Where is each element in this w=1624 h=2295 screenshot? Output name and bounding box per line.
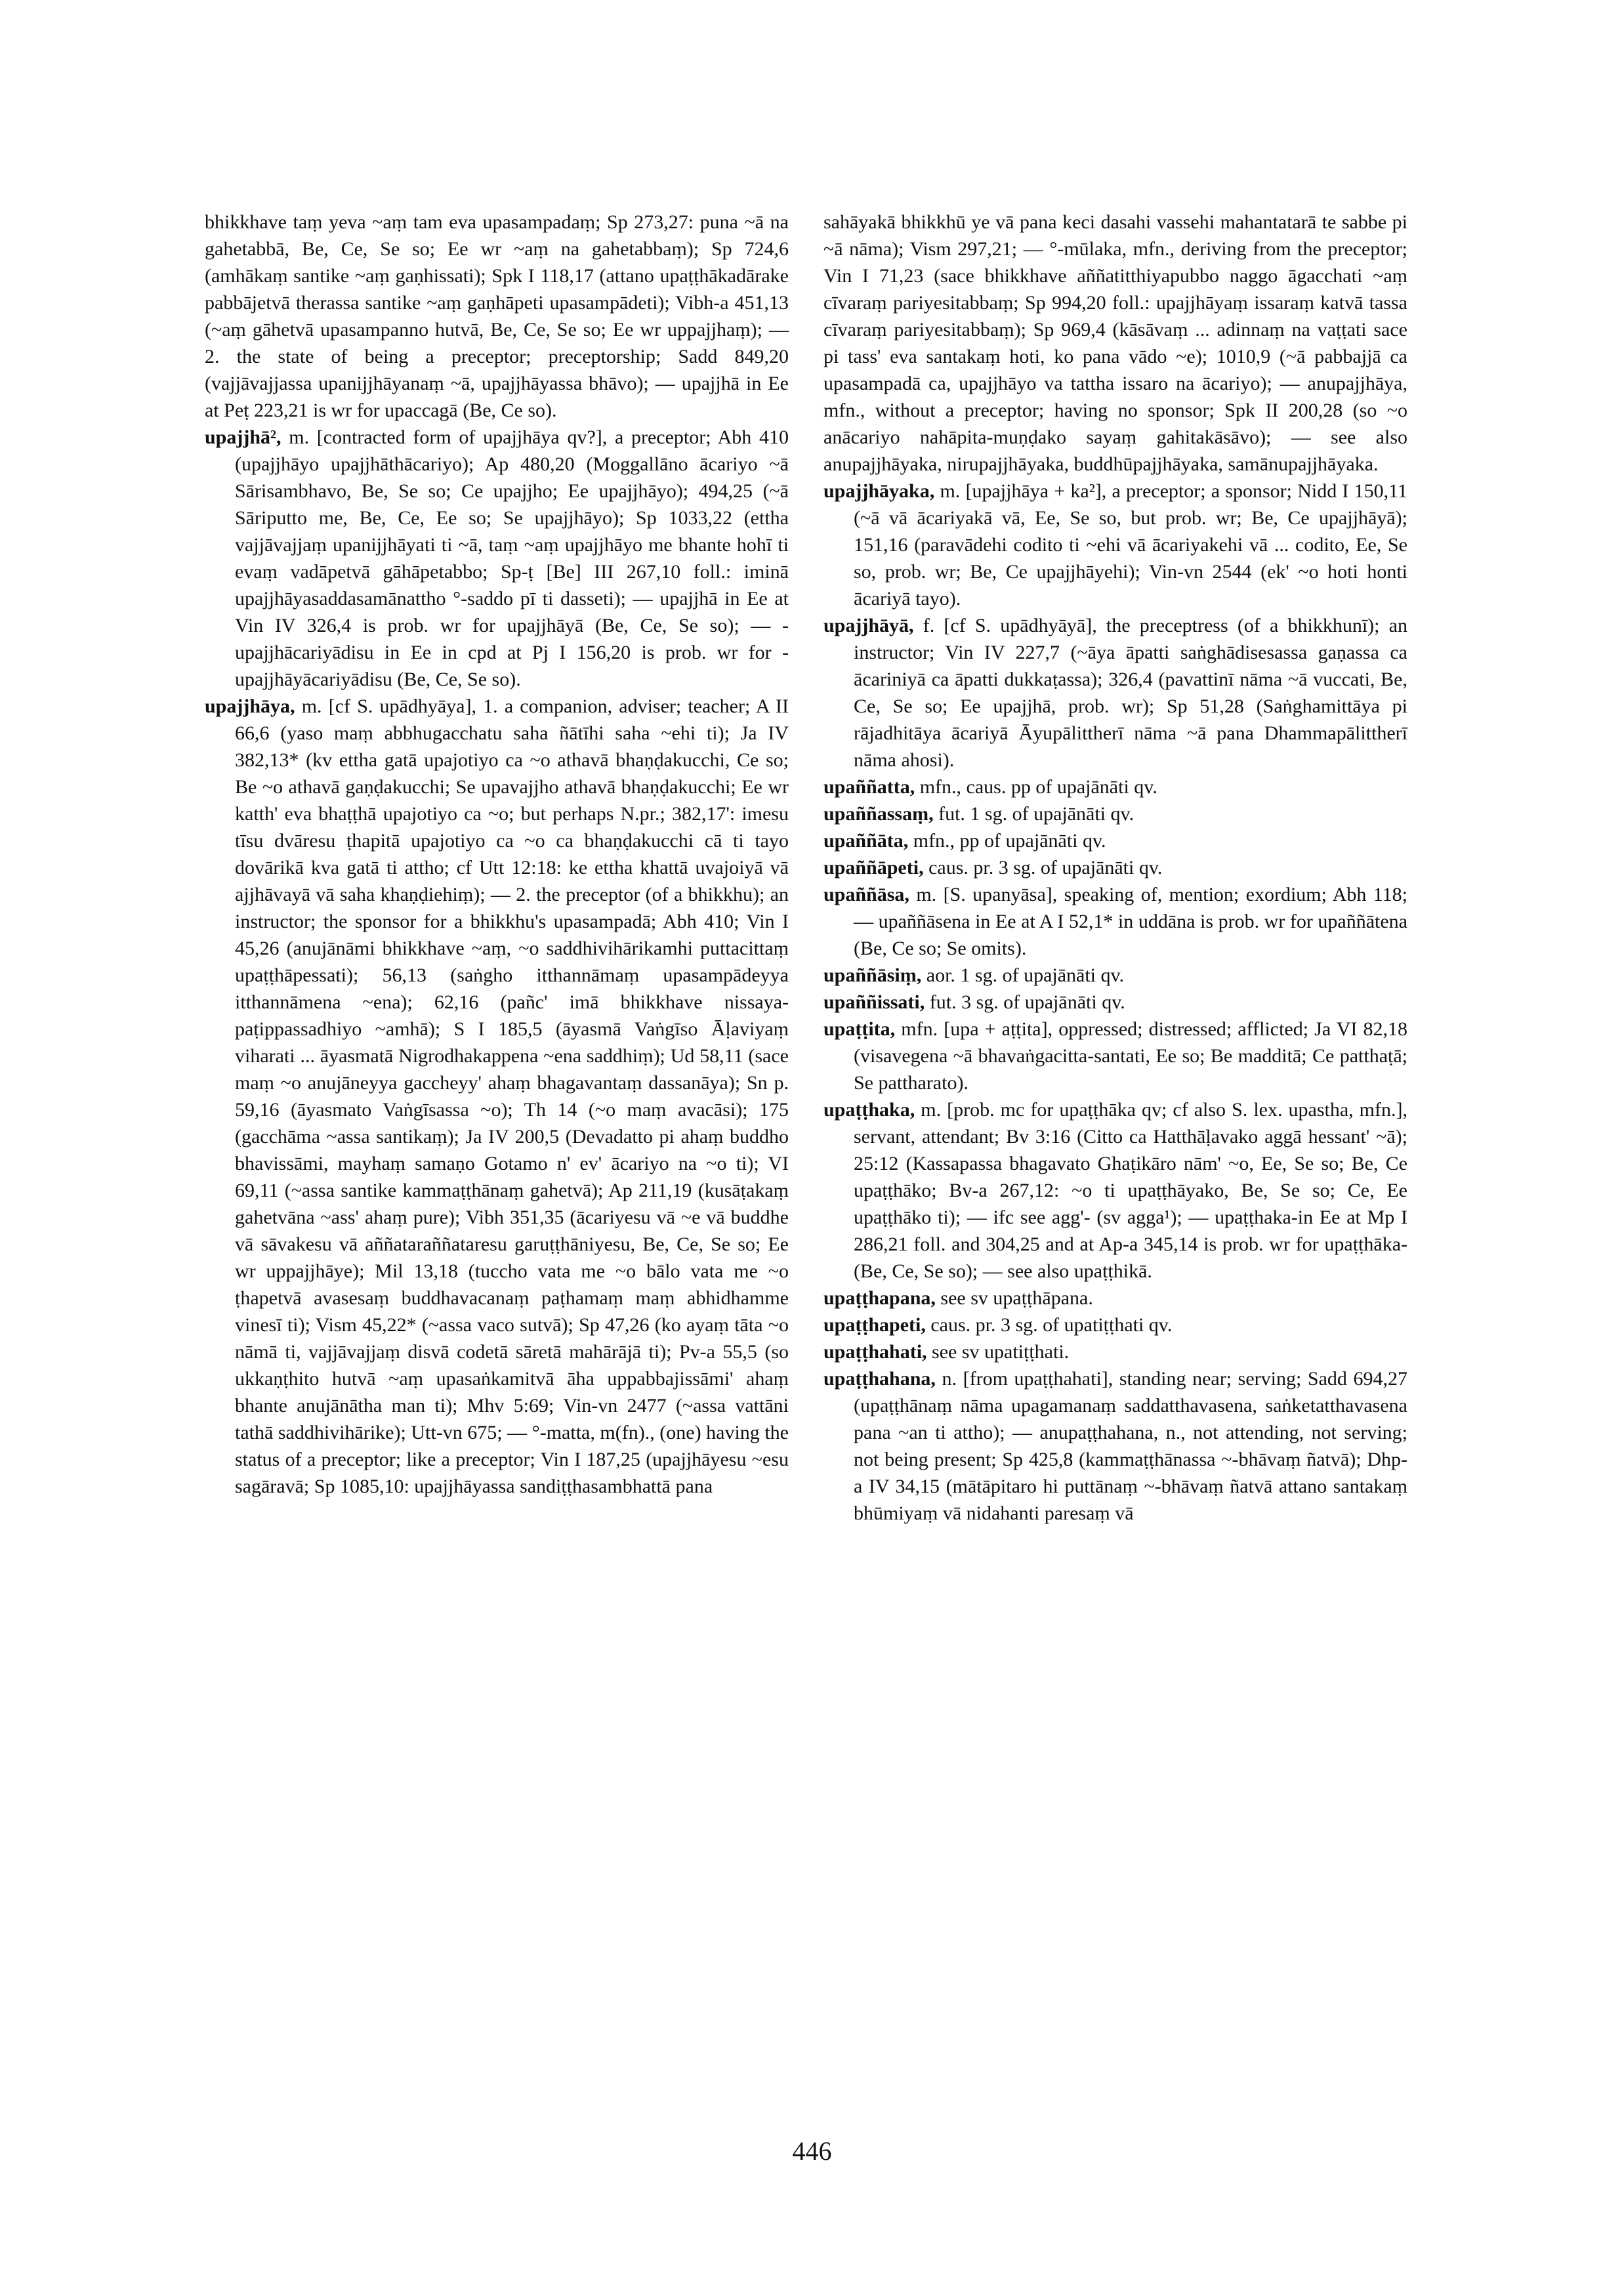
dictionary-entry xyxy=(823,1338,1407,1365)
page-number: 446 xyxy=(792,2136,832,2166)
entry-body: mfn., pp of upajānāti qv. xyxy=(913,830,1106,852)
dictionary-entry xyxy=(823,1096,1407,1285)
dictionary-entry xyxy=(823,612,1407,774)
dictionary-entry xyxy=(205,424,789,693)
entry-body: m. [upajjhāya + ka²], a preceptor; a sponsor; Nidd I 150,11 (~ā vā ācariyakā vā, Ee, Se so, but prob. wr; Be, Ce upajjhāyā); 151,16 (paravādehi codito ti ~ehi vā ācariyakehi vā ... codito, Ee, Se so, prob. wr; Be, Ce upajjhāyehi); Vin-vn 2544 (ek' ~o hoti honti ācariyā tayo). xyxy=(854,480,1407,610)
entry-body: fut. 3 sg. of upajānāti qv. xyxy=(929,991,1125,1013)
headword: upaṭṭhahati, xyxy=(823,1341,932,1363)
headword: upaññatta, xyxy=(823,776,920,798)
entry-body: see sv upaṭṭhāpana. xyxy=(940,1287,1093,1309)
headword: upaññissati, xyxy=(823,991,930,1013)
headword: upaṭṭita, xyxy=(823,1018,902,1040)
headword: upaññāsa, xyxy=(823,884,917,905)
headword: upaññāsiṃ, xyxy=(823,964,927,986)
continued-entry-text: sahāyakā bhikkhū ye vā pana keci dasahi vassehi mahantatarā te sabbe pi ~ā nāma); Vism 297,21; — °-mūlaka, mfn., deriving from the preceptor; Vin I 71,23 (sace bhikkhave aññatitthiyapubbo naggo āgacchati ~aṃ cīvaraṃ pariyesitabbaṃ; Sp 994,20 foll.: upajjhāyaṃ issaraṃ katvā tassa cīvaraṃ pariyesitabbaṃ); Sp 969,4 (kāsāvaṃ ... adinnaṃ na vaṭṭati sace pi tass' eva santakaṃ hoti, ko pana vādo ~e); 1010,9 (~ā pabbajjā ca upasampadā ca, upajjhāyo va tattha issaro na ācariyo); — anupajjhāya, mfn., without a preceptor; having no sponsor; Spk II 200,28 (so ~o anācariyo nahāpita-muṇḍako sayaṃ gahitakāsāvo); — see also anupajjhāyaka, nirupajjhāyaka, buddhūpajjhāyaka, samānupajjhāyaka. xyxy=(823,211,1407,475)
dictionary-entry xyxy=(823,1312,1407,1338)
dictionary-entry xyxy=(823,800,1407,827)
headword: upaṭṭhaka, xyxy=(823,1099,921,1121)
headword: upajjhāyaka, xyxy=(823,480,940,502)
headword: upajjhāya, xyxy=(205,695,302,717)
entry-body: see sv upatiṭṭhati. xyxy=(932,1341,1070,1363)
continued-entry-text: bhikkhave taṃ yeva ~aṃ tam eva upasampadaṃ; Sp 273,27: puna ~ā na gahetabbā, Be, Ce, Se so; Ee wr ~aṃ na gahetabbaṃ); Sp 724,6 (amhākaṃ santike ~aṃ gaṇhissati); Spk I 118,17 (attano upaṭṭhākadārake pabbājetvā therassa santike ~aṃ gaṇhāpeti upasampādeti); Vibh-a 451,13 (~aṃ gāhetvā upasampanno hutvā, Be, Ce, Se so; Ee wr uppajjhaṃ); — 2. the state of being a preceptor; preceptorship; Sadd 849,20 (vajjāvajjassa upanijjhāyanaṃ ~ā, upajjhāyassa bhāvo); — upajjhā in Ee at Peṭ 223,21 is wr for upaccagā (Be, Ce so). xyxy=(205,211,789,421)
headword: upaññassaṃ, xyxy=(823,803,939,825)
entry-body: m. [contracted form of upajjhāya qv?], a preceptor; Abh 410 (upajjhāyo upajjhāthācariyo); Ap 480,20 (Moggallāno ācariyo ~ā Sārisambhavo, Be, Se so; Ce upajjho; Ee upajjhāyo); 494,25 (~ā Sāriputto me, Be, Ce, Ee so; Se upajjhāyo); Sp 1033,22 (ettha vajjāvajjaṃ upanijjhāyati ti ~ā, taṃ ~aṃ upajjhāyo me bhante hohī ti evaṃ vadāpetvā gāhāpetabbo; Sp-ṭ [Be] III 267,10 foll.: iminā upajjhāyasaddasamānattho °-saddo pī ti dasseti); — upajjhā in Ee at Vin IV 326,4 is prob. wr for upajjhāyā (Be, Ce, Se so); — -upajjhācariyādisu in Ee in cpd at Pj I 156,20 is prob. wr for -upajjhāyācariyādisu (Be, Ce, Se so). xyxy=(235,426,789,690)
headword: upajjhā², xyxy=(205,426,289,448)
entry-body: m. [cf S. upādhyāya], 1. a companion, adviser; teacher; A II 66,6 (yaso maṃ abbhugacchatu saha ñātīhi saha ~ehi ti); Ja IV 382,13* (kv ettha gatā upajotiyo ca ~o athavā bhaṇḍakucchi, Ce so; Be ~o athavā gaṇḍakucchi; Se upavajjho athavā bhaṇḍakucchi; Ee wr katth' eva bhaṭṭhā upajotiyo ca ~o; but perhaps N.pr.; 382,17': imesu tīsu dvāresu ṭhapitā upajotiyo ca ~o ca bhaṇḍakucchi cā ti tayo dovārikā kva gatā ti attho; cf Utt 12:18: ke ettha khattā uvajoiyā vā ajjhāvayā vā saha khaṇḍiehiṃ); — 2. the preceptor (of a bhikkhu); an instructor; the sponsor for a bhikkhu's upasampadā; Abh 410; Vin I 45,26 (anujānāmi bhikkhave ~aṃ, ~o saddhivihārikamhi puttacittaṃ upaṭṭhāpessati); 56,13 (saṅgho itthannāmaṃ upasampādeyya itthannāmena ~ena); 62,16 (pañc' imā bhikkhave nissaya-paṭippassadhiyo ~amhā); S I 185,5 (āyasmā Vaṅgīso Āḷaviyaṃ viharati ... āyasmatā Nigrodhakappena ~ena saddhiṃ); Ud 58,11 (sace maṃ ~o anujāneyya gaccheyy' ahaṃ bhagavantaṃ dassanāya); Sn p. 59,16 (āyasmato Vaṅgīsassa ~o); Th 14 (~o maṃ avacāsi); 175 (gacchāma ~assa santikaṃ); Ja IV 200,5 (Devadatto pi ahaṃ buddho bhavissāmi, mayhaṃ samaṇo Gotamo n' ev' ācariyo na ~o ti); VI 69,11 (~assa santike kammaṭṭhānaṃ gahetvā); Ap 211,19 (kusāṭakaṃ gahetvāna ~ass' ahaṃ pure); Vibh 351,35 (ācariyesu vā ~e vā buddhe vā sāvakesu vā aññataraññataresu garuṭṭhāniyesu, Be, Ce, Se so; Ee wr uppajjhāye); Mil 13,18 (tuccho vata me ~o bālo vata me ~o ṭhapetvā avasesaṃ buddhavacanaṃ paṭhamaṃ maṃ abhidhamme vinesī ti); Vism 45,22* (~assa vaco sutvā); Sp 47,26 (ko ayaṃ tāta ~o nāmā ti, vajjāvajjaṃ disvā codetā sāretā mahārājā ti); Pv-a 55,5 (so ukkaṇṭhito hutvā ~aṃ upasaṅkamitvā āha uppabbajissāmi' ahaṃ bhante anujānātha man ti); Mhv 5:69; Vin-vn 2477 (~assa vattāni tathā saddhivihārike); Utt-vn 675; — °-matta, m(fn)., (one) having the status of a preceptor; like a preceptor; Vin I 187,25 (upajjhāyesu ~esu sagāravā; Sp 1085,10: upajjhāyassa sandiṭṭhasambhattā pana xyxy=(235,695,789,1497)
entry-body: fut. 1 sg. of upajānāti qv. xyxy=(938,803,1135,825)
headword: upaṭṭhahana, xyxy=(823,1368,942,1390)
entry-body: caus. pr. 3 sg. of upatiṭṭhati qv. xyxy=(930,1314,1173,1336)
dictionary-entry xyxy=(823,774,1407,800)
dictionary-entry xyxy=(823,989,1407,1016)
entry-body: n. [from upaṭṭhahati], standing near; serving; Sadd 694,27 (upaṭṭhānaṃ nāma upagamanaṃ saddatthavasena, saṅketatthavasena pana ~an ti attho); — anupaṭṭhahana, n., not attending, not serving; not being present; Sp 425,8 (kammaṭṭhānassa ~-bhāvaṃ ñatvā); Dhp-a IV 34,15 (mātāpitaro hi puttānaṃ ~-bhāvaṃ ñatvā attano santakaṃ bhūmiyaṃ vā nidahanti paresaṃ vā xyxy=(854,1368,1407,1524)
dictionary-entry xyxy=(823,478,1407,612)
headword: upajjhāyā, xyxy=(823,615,923,636)
dictionary-entry xyxy=(823,1285,1407,1312)
headword: upaṭṭhapana, xyxy=(823,1287,941,1309)
entry-body: mfn., caus. pp of upajānāti qv. xyxy=(919,776,1157,798)
left-column xyxy=(205,209,789,1500)
headword: upaññāpeti, xyxy=(823,857,929,879)
entry-body: caus. pr. 3 sg. of upajānāti qv. xyxy=(928,857,1163,879)
dictionary-entry xyxy=(823,1365,1407,1527)
headword: upaññāta, xyxy=(823,830,913,852)
dictionary-entry xyxy=(823,827,1407,854)
dictionary-entry xyxy=(823,962,1407,989)
right-column xyxy=(823,209,1407,1527)
dictionary-entry xyxy=(205,693,789,1500)
entry-body: mfn. [upa + aṭṭita], oppressed; distressed; afflicted; Ja VI 82,18 (visavegena ~ā bhavaṅgacitta-santati, Ee so; Be madditā; Ce patthaṭā; Se pattharato). xyxy=(854,1018,1407,1094)
entry-body: m. [S. upanyāsa], speaking of, mention; exordium; Abh 118; — upaññāsena in Ee at A I 52,1* in uddāna is prob. wr for upaññātena (Be, Ce so; Se omits). xyxy=(854,884,1407,959)
headword: upaṭṭhapeti, xyxy=(823,1314,931,1336)
dictionary-entry xyxy=(823,854,1407,881)
entry-body: m. [prob. mc for upaṭṭhāka qv; cf also S. lex. upastha, mfn.], servant, attendant; Bv 3:16 (Citto ca Hatthāḷavako aggā hessant' ~ā); 25:12 (Kassapassa bhagavato Ghaṭikāro nām' ~o, Ee, Se so; Be, Ce upaṭṭhāko; Bv-a 267,12: ~o ti upaṭṭhāyako, Be, Se so; Ce, Ee upaṭṭhāko ti); — ifc see agg'- (sv agga¹); — upaṭṭhaka-in Ee at Mp I 286,21 foll. and 304,25 and at Ap-a 345,14 is prob. wr for upaṭṭhāka- (Be, Ce, Se so); — see also upaṭṭhikā. xyxy=(854,1099,1408,1282)
dictionary-entry xyxy=(823,881,1407,962)
dictionary-entry xyxy=(823,1016,1407,1096)
entry-body: aor. 1 sg. of upajānāti qv. xyxy=(926,964,1125,986)
entry-body: f. [cf S. upādhyāyā], the preceptress (of a bhikkhunī); an instructor; Vin IV 227,7 (~āya āpatti saṅghādisesassa gaṇassa ca ācariniyā ca āpatti dukkaṭassa); 326,4 (pavattinī nāma ~ā vuccati, Be, Ce, Se so; Ee upajjhā, prob. wr); Sp 51,28 (Saṅghamittāya pi rājadhitāya ācariyā Āyupālittherī nāma ~ā pana Dhammapālittherī nāma ahosi). xyxy=(854,615,1407,771)
